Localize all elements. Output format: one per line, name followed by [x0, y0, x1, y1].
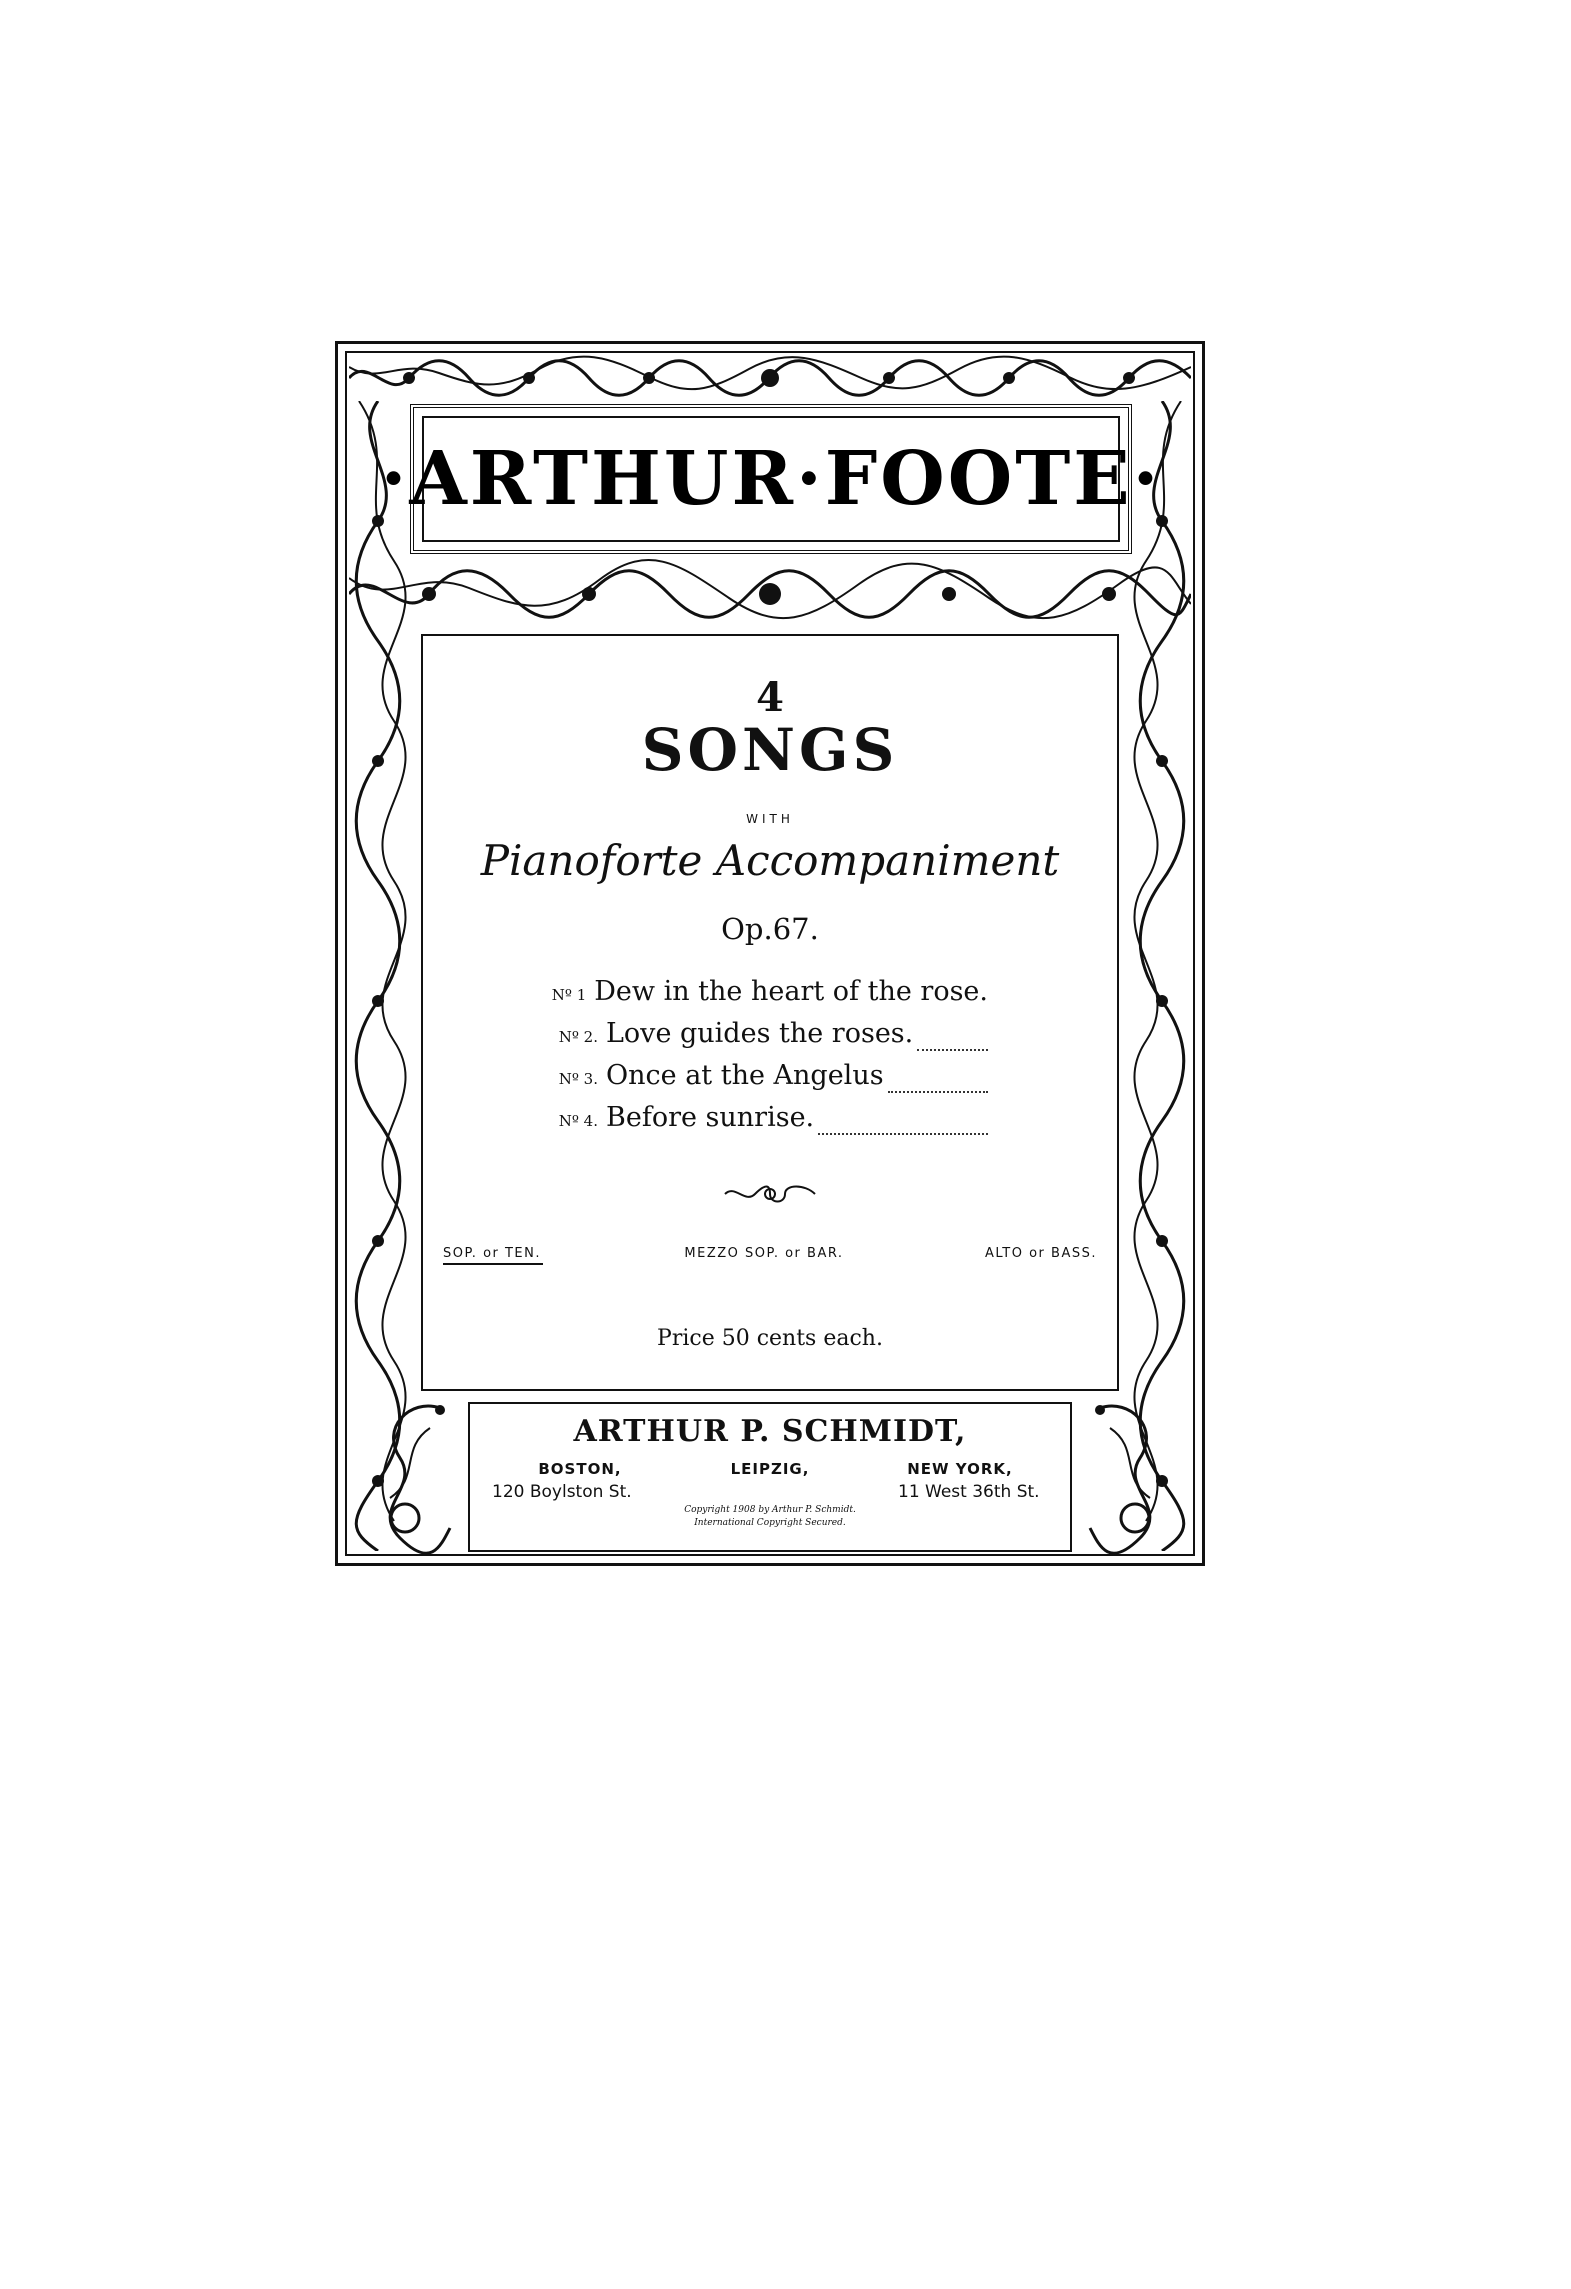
voice-alto-bass: ALTO or BASS.: [984, 1246, 1097, 1261]
publisher-panel: [468, 1402, 1072, 1552]
city-boston: BOSTON,: [538, 1460, 622, 1478]
griffin-right-ornament: [1080, 1388, 1180, 1563]
voice-mezzo-bar: MEZZO SOP. or BAR.: [684, 1246, 844, 1261]
song-title: Once at the Angelus: [606, 1060, 884, 1091]
with-label: WITH: [746, 812, 794, 826]
song-item: [548, 1018, 988, 1060]
dotted-leader: [888, 1091, 988, 1093]
copyright-notice: [650, 1504, 890, 1530]
song-item: [548, 976, 988, 1018]
subtitle: Pianoforte Accompaniment: [480, 836, 1060, 885]
collection-title: SONGS: [641, 716, 899, 784]
opus-number: Op.67.: [721, 912, 819, 946]
dotted-leader: [818, 1133, 988, 1135]
copyright-line: International Copyright Secured.: [694, 1518, 846, 1528]
flourish-ornament: [423, 1182, 1117, 1210]
song-title: Before sunrise.: [606, 1102, 815, 1133]
ornamental-band-left: [349, 401, 407, 1551]
song-list: [548, 976, 988, 1144]
price: Price 50 cents each.: [657, 1326, 883, 1351]
griffin-left-ornament: [360, 1388, 460, 1563]
composer-panel: [380, 404, 1162, 554]
ornamental-band-middle: [349, 558, 1191, 630]
address-new-york: 11 West 36th St.: [898, 1482, 1040, 1502]
publisher-name: ARTHUR P. SCHMIDT,: [573, 1414, 967, 1449]
dotted-leader: [917, 1049, 988, 1051]
address-boston: 120 Boylston St.: [492, 1482, 632, 1502]
voice-sop-ten: SOP. or TEN.: [443, 1246, 543, 1265]
song-number: Nº 4.: [558, 1112, 598, 1130]
song-count: 4: [756, 674, 784, 721]
song-item: [548, 1060, 988, 1102]
song-number: Nº 2.: [558, 1028, 598, 1046]
copyright-line: Copyright 1908 by Arthur P. Schmidt.: [684, 1505, 856, 1515]
composer-name: ·ARTHUR·FOOTE·: [380, 436, 1162, 522]
voice-options: [443, 1246, 1097, 1265]
ornamental-band-right: [1133, 401, 1191, 1551]
city-leipzig: LEIPZIG,: [730, 1460, 810, 1478]
city-new-york: NEW YORK,: [907, 1460, 1013, 1478]
song-title: Love guides the roses.: [606, 1018, 914, 1049]
song-item: [548, 1102, 988, 1144]
content-panel: [421, 634, 1119, 1391]
song-number: Nº 3.: [558, 1070, 598, 1088]
song-title: Dew in the heart of the rose.: [594, 976, 988, 1007]
song-number: Nº 1: [551, 986, 587, 1004]
ornamental-band-top: [349, 355, 1191, 401]
